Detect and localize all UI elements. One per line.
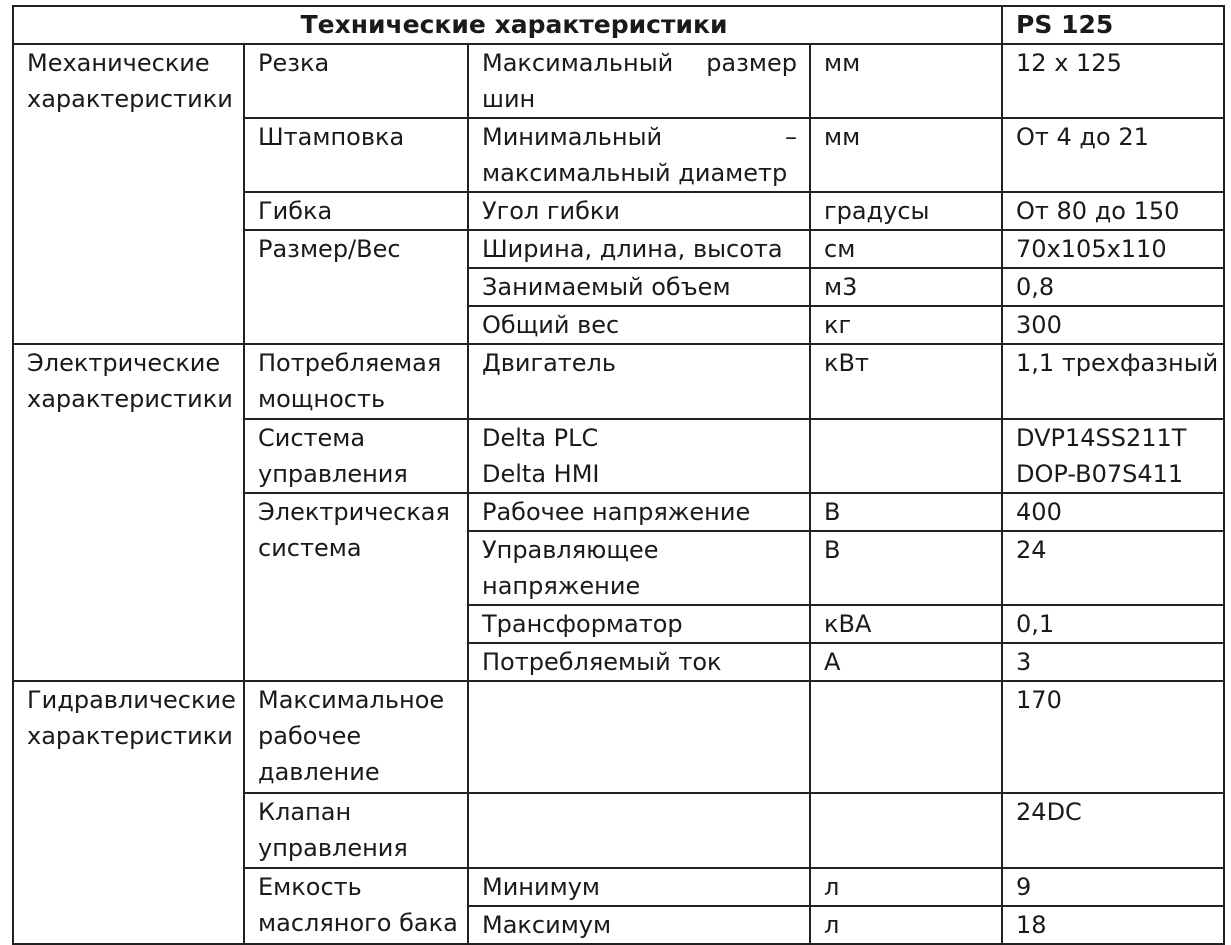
value-control-system <box>1002 419 1224 493</box>
param-cutting <box>468 44 810 118</box>
unit-max-pressure <box>810 681 1002 793</box>
param-control-hmi: Delta HMI <box>482 460 600 488</box>
unit-power: кВт <box>810 344 1002 419</box>
category-mechanical: Механические характеристики <box>13 44 244 344</box>
param-tank-min: Минимум <box>468 868 810 906</box>
table-row <box>13 344 1224 419</box>
group-bending: Гибка <box>244 192 468 230</box>
param-punching <box>468 118 810 192</box>
value-control-plc: DVP14SS211T <box>1016 424 1187 452</box>
group-power: Потребляемая мощность <box>244 344 468 419</box>
param-control-plc: Delta PLC <box>482 424 599 452</box>
value-dimensions: 70x105x110 <box>1002 230 1224 268</box>
group-punching: Штамповка <box>244 118 468 192</box>
value-control-hmi: DOP-B07S411 <box>1016 460 1184 488</box>
spec-table <box>12 5 1225 945</box>
value-operating-voltage: 400 <box>1002 493 1224 531</box>
group-electrical-system: Электрическая система <box>244 493 468 681</box>
value-weight: 300 <box>1002 306 1224 344</box>
param-control-system <box>468 419 810 493</box>
unit-volume: м3 <box>810 268 1002 306</box>
unit-transformer: кВА <box>810 605 1002 643</box>
param-cutting-part-a: Максимальный <box>482 49 674 77</box>
unit-control-system <box>810 419 1002 493</box>
unit-tank-max: л <box>810 906 1002 944</box>
category-hydraulic: Гидравлические характеристики <box>13 681 244 944</box>
param-transformer: Трансформатор <box>468 605 810 643</box>
table-title: Технические характеристики <box>13 6 1002 44</box>
value-cutting: 12 x 125 <box>1002 44 1224 118</box>
param-operating-voltage: Рабочее напряжение <box>468 493 810 531</box>
param-bending: Угол гибки <box>468 192 810 230</box>
group-dimensions: Размер/Вес <box>244 230 468 344</box>
table-header-row <box>13 6 1224 44</box>
unit-punching: мм <box>810 118 1002 192</box>
value-bending: От 80 до 150 <box>1002 192 1224 230</box>
param-cutting-part-b: размер <box>706 49 797 77</box>
group-max-pressure: Максимальное рабочее давление <box>244 681 468 793</box>
value-tank-max: 18 <box>1002 906 1224 944</box>
group-control-system: Система управления <box>244 419 468 493</box>
value-transformer: 0,1 <box>1002 605 1224 643</box>
unit-dimensions: см <box>810 230 1002 268</box>
param-control-voltage: Управляющее напряжение <box>468 531 810 605</box>
param-power: Двигатель <box>468 344 810 419</box>
param-punching-part-a: Минимальный <box>482 123 663 151</box>
value-power: 1,1 трехфазный <box>1002 344 1224 419</box>
param-punching-part-c: максимальный диаметр <box>482 159 788 187</box>
unit-cutting: мм <box>810 44 1002 118</box>
value-max-pressure: 170 <box>1002 681 1224 793</box>
unit-control-valve <box>810 793 1002 868</box>
group-oil-tank: Емкость масляного бака <box>244 868 468 944</box>
param-weight: Общий вес <box>468 306 810 344</box>
unit-bending: градусы <box>810 192 1002 230</box>
value-current: 3 <box>1002 643 1224 681</box>
unit-operating-voltage: В <box>810 493 1002 531</box>
param-dimensions: Ширина, длина, высота <box>468 230 810 268</box>
value-tank-min: 9 <box>1002 868 1224 906</box>
param-current: Потребляемый ток <box>468 643 810 681</box>
value-punching: От 4 до 21 <box>1002 118 1224 192</box>
unit-weight: кг <box>810 306 1002 344</box>
value-control-voltage: 24 <box>1002 531 1224 605</box>
unit-control-voltage: В <box>810 531 1002 605</box>
table-row <box>13 681 1224 793</box>
param-cutting-part-c: шин <box>482 85 536 113</box>
value-control-valve: 24DC <box>1002 793 1224 868</box>
unit-tank-min: л <box>810 868 1002 906</box>
model-name: PS 125 <box>1002 6 1224 44</box>
param-punching-part-b: – <box>785 123 797 151</box>
param-tank-max: Максимум <box>468 906 810 944</box>
table-row <box>13 44 1224 118</box>
param-max-pressure <box>468 681 810 793</box>
category-electrical: Электрические характеристики <box>13 344 244 681</box>
unit-current: А <box>810 643 1002 681</box>
group-control-valve: Клапан управления <box>244 793 468 868</box>
group-cutting: Резка <box>244 44 468 118</box>
param-volume: Занимаемый объем <box>468 268 810 306</box>
param-control-valve <box>468 793 810 868</box>
value-volume: 0,8 <box>1002 268 1224 306</box>
